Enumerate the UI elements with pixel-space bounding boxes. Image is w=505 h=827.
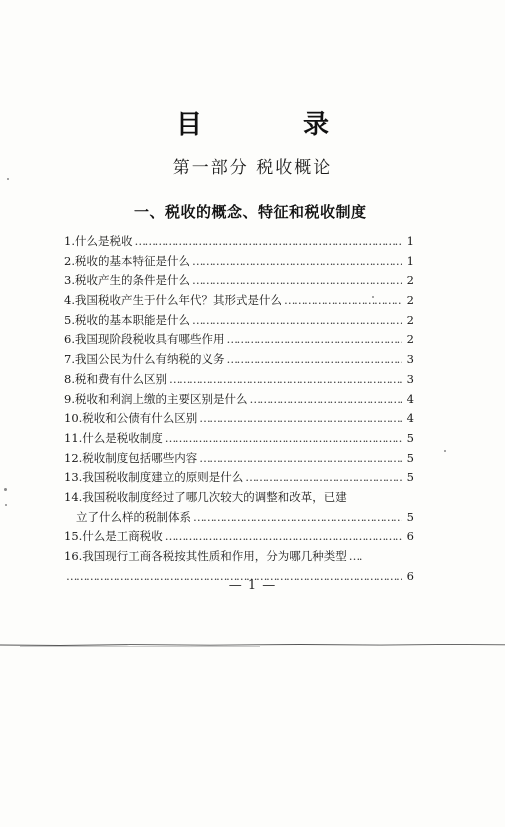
toc-entry-page: 3 (406, 371, 414, 386)
leader-dots (165, 429, 402, 449)
toc-entry-number: 1. (64, 234, 75, 248)
leader-dots (349, 547, 363, 567)
toc-entry-text: 税收和公债有什么区别 (82, 411, 198, 426)
toc-entry-number: 12. (64, 450, 83, 465)
toc-entry-number: 10. (64, 411, 83, 426)
toc-entry-text: 我国公民为什么有纳税的义务 (74, 352, 225, 367)
toc-entry-page: 4 (406, 411, 414, 426)
toc-entry-text: 什么是税收 (74, 234, 133, 248)
toc-entry-text: 我国现行工商各税按其性质和作用，分为哪几种类型 (82, 549, 347, 563)
toc-entry-number: 15. (64, 529, 83, 544)
leader-dots (284, 291, 402, 311)
toc-entry-page: 5 (406, 430, 414, 445)
toc-entry-number: 13. (64, 470, 83, 485)
toc-entry-text: 什么是税收制度 (82, 430, 163, 445)
toc-entry-text: 税收制度包括哪些内容 (82, 450, 198, 465)
toc-entry-number: 7. (64, 352, 75, 367)
toc-entry[interactable] (64, 468, 414, 488)
toc-entry-number: 4. (64, 293, 75, 308)
toc-title: 目 录 (175, 110, 376, 140)
leader-dots (169, 370, 402, 390)
toc-entry-page: 5 (406, 509, 414, 524)
toc-entry[interactable] (64, 527, 414, 547)
leader-dots (199, 449, 402, 469)
table-of-contents (64, 232, 414, 586)
toc-entry-number: 5. (64, 312, 75, 327)
toc-entry-text: 我国税收制度经过了哪几次较大的调整和改革，已建 (82, 489, 347, 504)
toc-entry[interactable] (64, 370, 414, 390)
toc-entry-page: 6 (406, 568, 414, 583)
toc-entry-number: 16. (64, 549, 83, 563)
toc-entry-page: 3 (406, 352, 414, 367)
leader-dots (245, 468, 402, 488)
toc-entry[interactable] (64, 252, 414, 272)
toc-entry[interactable] (64, 547, 414, 567)
toc-entry-text: 立了什么样的税制体系 (76, 509, 191, 524)
toc-entry-page: 5 (406, 450, 414, 465)
toc-entry-page: 2 (406, 273, 414, 288)
leader-dots (226, 330, 402, 350)
chapter-heading: 一、税收的概念、特征和税收制度 (134, 203, 367, 221)
toc-entry-page: 4 (406, 391, 414, 406)
toc-entry-number: 3. (64, 273, 75, 288)
scan-speck (4, 488, 7, 491)
toc-entry[interactable] (64, 232, 414, 252)
toc-entry[interactable] (64, 390, 414, 410)
leader-dots (226, 350, 402, 370)
toc-entry-page: 2 (406, 293, 414, 308)
toc-entry-text: 我国税收产生于什么年代？其形式是什么 (74, 293, 282, 308)
toc-entry-text: 税和费有什么区别 (74, 371, 167, 386)
scan-speck (372, 296, 374, 298)
part-heading: 第一部分 税收概论 (172, 158, 333, 178)
leader-dots (192, 271, 402, 291)
toc-entry-text: 我国现阶段税收具有哪些作用 (74, 332, 225, 347)
toc-entry[interactable] (64, 311, 414, 331)
toc-entry-page: 2 (406, 312, 414, 327)
toc-entry-continuation[interactable] (64, 508, 414, 528)
leader-dots (134, 232, 402, 252)
leader-dots (199, 409, 402, 429)
toc-entry-text: 我国税收制度建立的原则是什么 (82, 470, 244, 485)
toc-entry-page: 2 (406, 332, 414, 347)
toc-entry-number: 14. (64, 489, 83, 504)
scan-speck (7, 178, 9, 180)
toc-entry-text: 税收的基本职能是什么 (74, 312, 190, 327)
scan-speck (444, 450, 446, 452)
toc-entry-page: 1 (406, 234, 414, 248)
toc-entry-number: 6. (64, 332, 75, 347)
leader-dots (192, 252, 402, 272)
leader-dots (165, 527, 402, 547)
toc-entry[interactable] (64, 330, 414, 350)
scan-speck (5, 504, 7, 506)
toc-entry[interactable] (64, 350, 414, 370)
toc-entry-text: 税收和利润上缴的主要区别是什么 (74, 391, 248, 406)
leader-dots (249, 390, 402, 410)
toc-entry-page: 5 (406, 470, 414, 485)
toc-entry-number: 11. (64, 430, 83, 445)
toc-entry-number: 8. (64, 371, 75, 386)
scan-fold-line (0, 642, 505, 648)
page-number: — 1 — (228, 578, 277, 593)
toc-entry-text: 税收产生的条件是什么 (74, 273, 190, 288)
toc-entry-text: 什么是工商税收 (82, 529, 163, 544)
toc-entry[interactable] (64, 429, 414, 449)
toc-entry[interactable] (64, 409, 414, 429)
toc-entry-page: 1 (406, 253, 414, 268)
toc-entry-page: 6 (406, 529, 414, 544)
leader-dots (192, 311, 402, 331)
toc-entry[interactable] (64, 291, 414, 311)
toc-entry[interactable] (64, 271, 414, 291)
toc-entry-text: 税收的基本特征是什么 (74, 253, 190, 268)
toc-entry-number: 9. (64, 391, 75, 406)
leader-dots (193, 508, 402, 528)
toc-entry-number: 2. (64, 253, 75, 268)
toc-entry[interactable] (64, 449, 414, 469)
toc-entry[interactable] (64, 488, 414, 508)
